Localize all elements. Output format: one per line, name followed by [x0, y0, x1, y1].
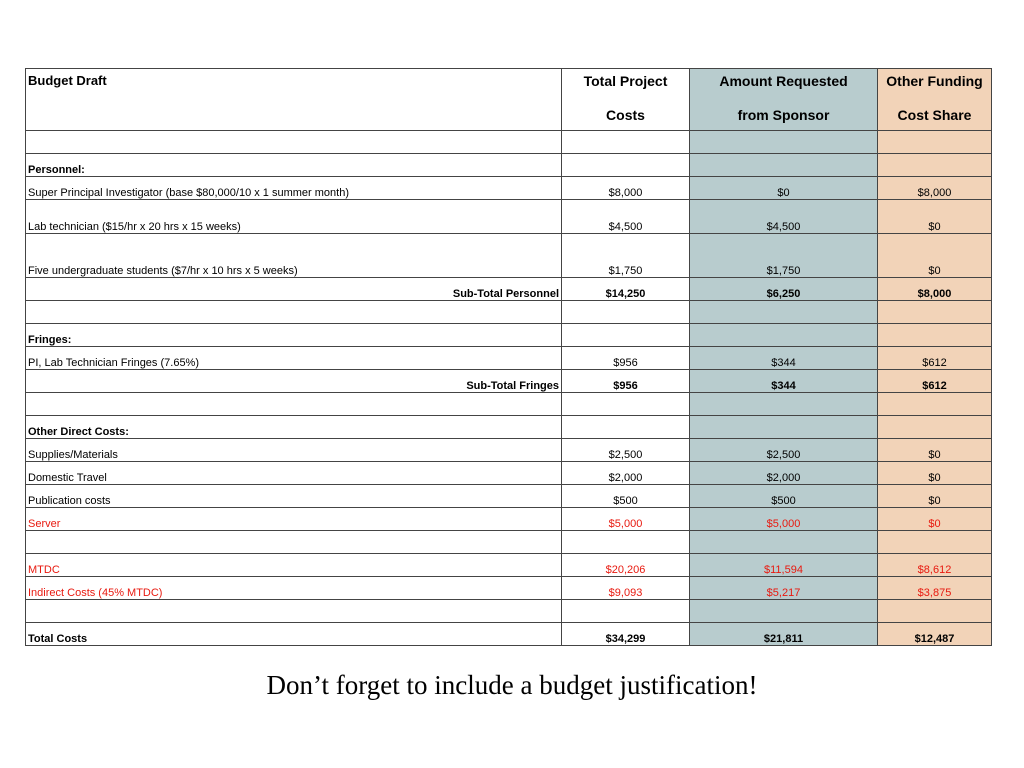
- row-total: [562, 131, 690, 154]
- row-other: [878, 154, 992, 177]
- row-total: $20,206: [562, 554, 690, 577]
- blank-row: [26, 131, 992, 154]
- header-other-funding: Other Funding Cost Share: [878, 69, 992, 131]
- row-total: $500: [562, 485, 690, 508]
- row-other: [878, 393, 992, 416]
- row-label: [26, 301, 562, 324]
- row-total: $5,000: [562, 508, 690, 531]
- header-total-project-costs: Total Project Costs: [562, 69, 690, 131]
- row-label: [26, 531, 562, 554]
- total-costs-row: [26, 623, 992, 646]
- table-row: [26, 177, 992, 200]
- row-requested: [690, 416, 878, 439]
- table-row: [26, 234, 992, 278]
- row-other: [878, 301, 992, 324]
- header-amount-requested: Amount Requested from Sponsor: [690, 69, 878, 131]
- row-other: [878, 131, 992, 154]
- row-total: $8,000: [562, 177, 690, 200]
- row-requested: $344: [690, 347, 878, 370]
- row-requested: [690, 301, 878, 324]
- indirect-costs-row: [26, 577, 992, 600]
- budget-justification-note: Don’t forget to include a budget justification!: [266, 670, 758, 700]
- row-requested: $21,811: [690, 623, 878, 646]
- row-requested: $6,250: [690, 278, 878, 301]
- table-row: [26, 485, 992, 508]
- section-label: Personnel:: [26, 154, 562, 177]
- row-requested: [690, 531, 878, 554]
- section-label: Fringes:: [26, 324, 562, 347]
- row-total: $9,093: [562, 577, 690, 600]
- row-label: [26, 131, 562, 154]
- blank-row: [26, 301, 992, 324]
- row-total: $34,299: [562, 623, 690, 646]
- table-row: [26, 439, 992, 462]
- section-label: Other Direct Costs:: [26, 416, 562, 439]
- row-label: Domestic Travel: [26, 462, 562, 485]
- row-total: $2,500: [562, 439, 690, 462]
- row-other: $0: [878, 485, 992, 508]
- row-other: $0: [878, 200, 992, 234]
- row-label: [26, 393, 562, 416]
- row-total: $1,750: [562, 234, 690, 278]
- section-other-direct-costs: [26, 416, 992, 439]
- row-requested: $0: [690, 177, 878, 200]
- row-label: Supplies/Materials: [26, 439, 562, 462]
- row-label: Indirect Costs (45% MTDC): [26, 577, 562, 600]
- table-row-highlighted: [26, 508, 992, 531]
- row-requested: [690, 131, 878, 154]
- row-label: Server: [26, 508, 562, 531]
- row-other: [878, 600, 992, 623]
- row-other: $612: [878, 370, 992, 393]
- row-requested: $2,000: [690, 462, 878, 485]
- row-requested: $344: [690, 370, 878, 393]
- header-row: [26, 69, 992, 131]
- row-total: $4,500: [562, 200, 690, 234]
- row-other: $8,000: [878, 177, 992, 200]
- row-total: [562, 416, 690, 439]
- row-total: $956: [562, 370, 690, 393]
- blank-row: [26, 393, 992, 416]
- row-other: $0: [878, 462, 992, 485]
- row-total: [562, 154, 690, 177]
- row-total: [562, 600, 690, 623]
- row-total: $956: [562, 347, 690, 370]
- row-label: Sub-Total Personnel: [26, 278, 562, 301]
- row-other: [878, 416, 992, 439]
- row-label: [26, 600, 562, 623]
- row-total: [562, 393, 690, 416]
- row-total: $14,250: [562, 278, 690, 301]
- row-requested: $1,750: [690, 234, 878, 278]
- row-requested: $500: [690, 485, 878, 508]
- section-personnel: [26, 154, 992, 177]
- blank-row: [26, 531, 992, 554]
- row-other: $3,875: [878, 577, 992, 600]
- row-label: Lab technician ($15/hr x 20 hrs x 15 weeks): [26, 200, 562, 234]
- row-total: [562, 531, 690, 554]
- row-requested: $11,594: [690, 554, 878, 577]
- row-total: [562, 301, 690, 324]
- header-budget-draft: Budget Draft: [26, 69, 562, 131]
- section-fringes: [26, 324, 992, 347]
- row-total: [562, 324, 690, 347]
- row-requested: [690, 600, 878, 623]
- row-requested: $4,500: [690, 200, 878, 234]
- row-label: MTDC: [26, 554, 562, 577]
- row-label: Sub-Total Fringes: [26, 370, 562, 393]
- row-label: Total Costs: [26, 623, 562, 646]
- subtotal-personnel-row: [26, 278, 992, 301]
- blank-row: [26, 600, 992, 623]
- row-other: $8,612: [878, 554, 992, 577]
- row-total: $2,000: [562, 462, 690, 485]
- table-row: [26, 347, 992, 370]
- row-label: Five undergraduate students ($7/hr x 10 hrs x 5 weeks): [26, 234, 562, 278]
- mtdc-row: [26, 554, 992, 577]
- row-other: $612: [878, 347, 992, 370]
- subtotal-fringes-row: [26, 370, 992, 393]
- row-other: $12,487: [878, 623, 992, 646]
- table-row: [26, 462, 992, 485]
- row-other: [878, 324, 992, 347]
- row-requested: $2,500: [690, 439, 878, 462]
- row-label: Super Principal Investigator (base $80,000/10 x 1 summer month): [26, 177, 562, 200]
- row-label: Publication costs: [26, 485, 562, 508]
- row-other: $0: [878, 508, 992, 531]
- row-other: $8,000: [878, 278, 992, 301]
- row-requested: [690, 324, 878, 347]
- table-row: [26, 200, 992, 234]
- row-requested: $5,217: [690, 577, 878, 600]
- row-other: $0: [878, 439, 992, 462]
- row-other: [878, 531, 992, 554]
- row-requested: [690, 154, 878, 177]
- row-other: $0: [878, 234, 992, 278]
- row-requested: $5,000: [690, 508, 878, 531]
- row-label: PI, Lab Technician Fringes (7.65%): [26, 347, 562, 370]
- budget-table: [25, 68, 992, 646]
- row-requested: [690, 393, 878, 416]
